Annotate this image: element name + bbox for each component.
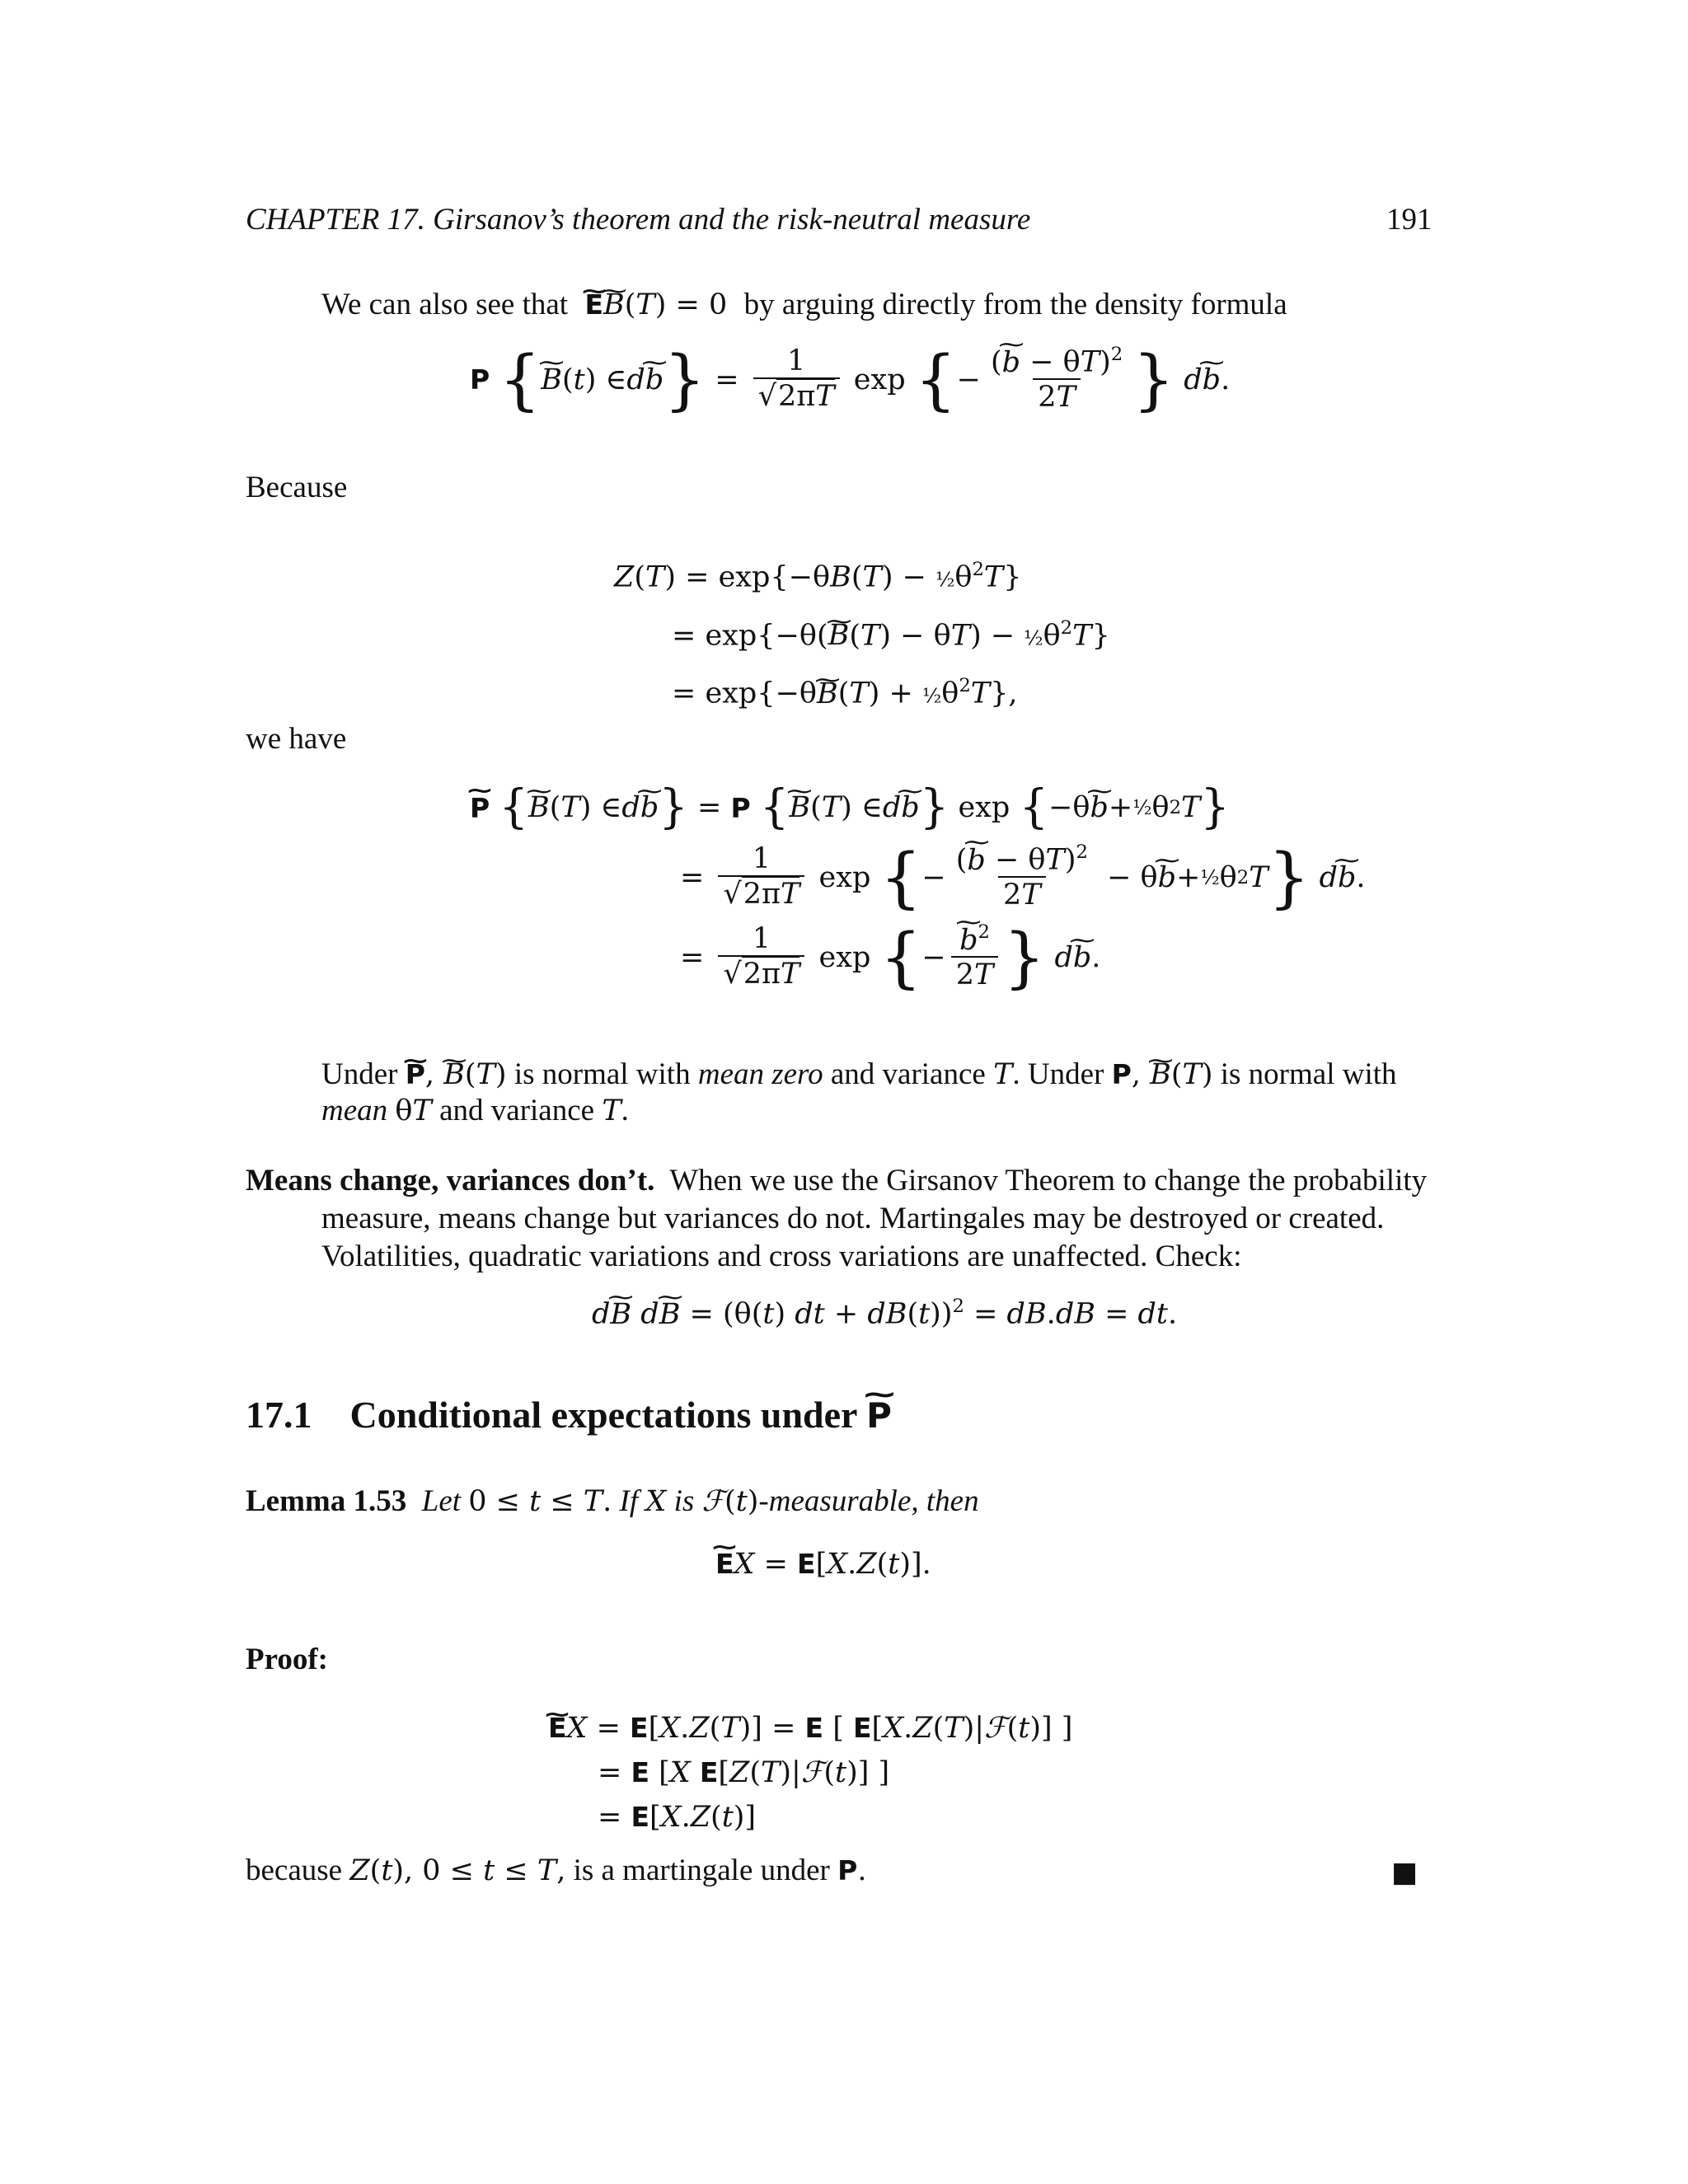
label-because: Because — [246, 471, 348, 504]
equation-quadratic-variation: d~ B d~ B = (θ(t) dt + dB(t))$^2$ = dB.dB = dt. — [592, 1296, 1177, 1331]
z-line-1: $Z(T) = \exp\{-\theta B(T) - \frac{1}{2}\theta^2T\}$ — [614, 559, 1022, 594]
means-text-2: measure, means change but variances do not. Martingales may be destroyed or created. — [321, 1202, 1385, 1235]
para2-mean-zero: mean zero — [697, 1057, 823, 1091]
means-text-1: When we use the Girsanov Theorem to change the probability — [669, 1164, 1428, 1197]
label-we-have: we have — [246, 722, 347, 756]
paragraph-under-measures — [321, 1057, 1397, 1129]
proof-because: because — [246, 1854, 343, 1887]
qed-symbol: ■ — [1391, 1856, 1418, 1889]
para2-line-2: mean θT and variance T. — [321, 1094, 629, 1127]
tilde-p-line-3: = $\frac{1}{√2\pi T}$ exp { − ~ $\frac{b^2}{2T}$ } d ~ b . — [470, 922, 1366, 992]
page-number: 191 — [1386, 203, 1432, 237]
lemma-measurable-then: -measurable, then — [758, 1484, 979, 1518]
math-inline-expectation: ~ E~ B(T) = 0 — [575, 288, 736, 321]
lemma-if: If — [619, 1484, 639, 1518]
means-text-3: Volatilities, quadratic variations and cross variations are unaffected. Check: — [321, 1240, 1242, 1273]
para2-is-normal-2: is normal with — [1220, 1057, 1397, 1091]
proof-line-1: ~ EX = E[X.Z(T)] = E [ E[X.Z(T)|ℱ(t)] ] — [548, 1706, 1072, 1750]
para2-line-1: Under ~ P, ~ B(T) is normal with mean zero and variance T. Under P, ~ B(T) is normal with — [321, 1057, 1397, 1093]
lemma-statement: Lemma 1.53 Let 0 ≤ t ≤ T. If X is ℱ(t)-measurable, then — [246, 1484, 979, 1518]
para2-is-normal-1: is normal with — [513, 1057, 691, 1091]
lemma-let: Let — [421, 1484, 462, 1518]
proof-line-2: = E [X E[Z(T)|ℱ(t)] ] — [598, 1756, 890, 1789]
means-line-1 — [246, 1162, 1427, 1200]
section-number: 17.1 — [246, 1394, 312, 1436]
running-title: CHAPTER 17. Girsanov’s theorem and the risk-neutral measure — [246, 203, 1031, 237]
lemma-label: Lemma 1.53 — [246, 1484, 407, 1518]
proof-is-martingale: is a martingale under — [573, 1854, 830, 1887]
proof-conclusion: because Z(t), 0 ≤ t ≤ T, is a martingale under P. — [246, 1854, 867, 1887]
tilde-p-line-1: ~ P { ~ B ( T ) ∈ d ~ b } = P { ~ B ( T ) ∈ d ~ b } exp { −θ ~ b + ½ θ 2 T } — [470, 783, 1366, 832]
paragraph-density-intro — [321, 287, 1287, 323]
para2-and-variance-1: and variance — [830, 1057, 986, 1091]
para1-text-before: We can also see that — [321, 288, 569, 321]
para2-under-1: Under — [321, 1057, 398, 1091]
section-title: Conditional expectations under — [349, 1394, 857, 1436]
para2-mean: mean — [321, 1094, 388, 1127]
z-line-2: = exp{−θ(~ $B(T) - \theta T) - \frac{1}{2}\theta^2T$} — [614, 604, 1110, 663]
equation-lemma: ~ EX = E[X.Z(t)]. — [715, 1548, 931, 1581]
proof-label: Proof: — [246, 1643, 328, 1676]
equation-density-formula: P { ~ B ( t ) ∈ d ~ b } = $\frac{1}{√2\pi T}$ exp { − $\frac{(\sim b - \theta T)^2}{2T}$ } d ~ b . — [470, 344, 1230, 415]
para1-text-after: by arguing directly from the density formula — [743, 288, 1287, 321]
lemma-is: is — [673, 1484, 695, 1518]
para2-under-2: Under — [1027, 1057, 1104, 1091]
paragraph-means-change — [246, 1162, 1427, 1276]
means-heading: Means change, variances don’t. — [246, 1164, 655, 1197]
equation-proof — [548, 1706, 1072, 1840]
proof-line-3: = E[X.Z(t)] — [598, 1801, 757, 1834]
equation-tilde-p-density — [470, 780, 1366, 996]
para2-and-variance-2: and variance — [439, 1094, 595, 1127]
z-line-3: = exp{−θ~ $B(T) + \frac{1}{2}\theta^2T$}, — [614, 662, 1110, 720]
equation-z-of-t — [614, 546, 1110, 720]
tilde-p-line-2: = $\frac{1}{√2\pi T}$ exp { − $\frac{(\sim b - \theta T)^2}{2T}$ − θ ~ b + ½ θ 2 T } d ~ b . — [470, 842, 1366, 912]
section-heading: 17.1 Conditional expectations under ~ P — [246, 1393, 892, 1436]
